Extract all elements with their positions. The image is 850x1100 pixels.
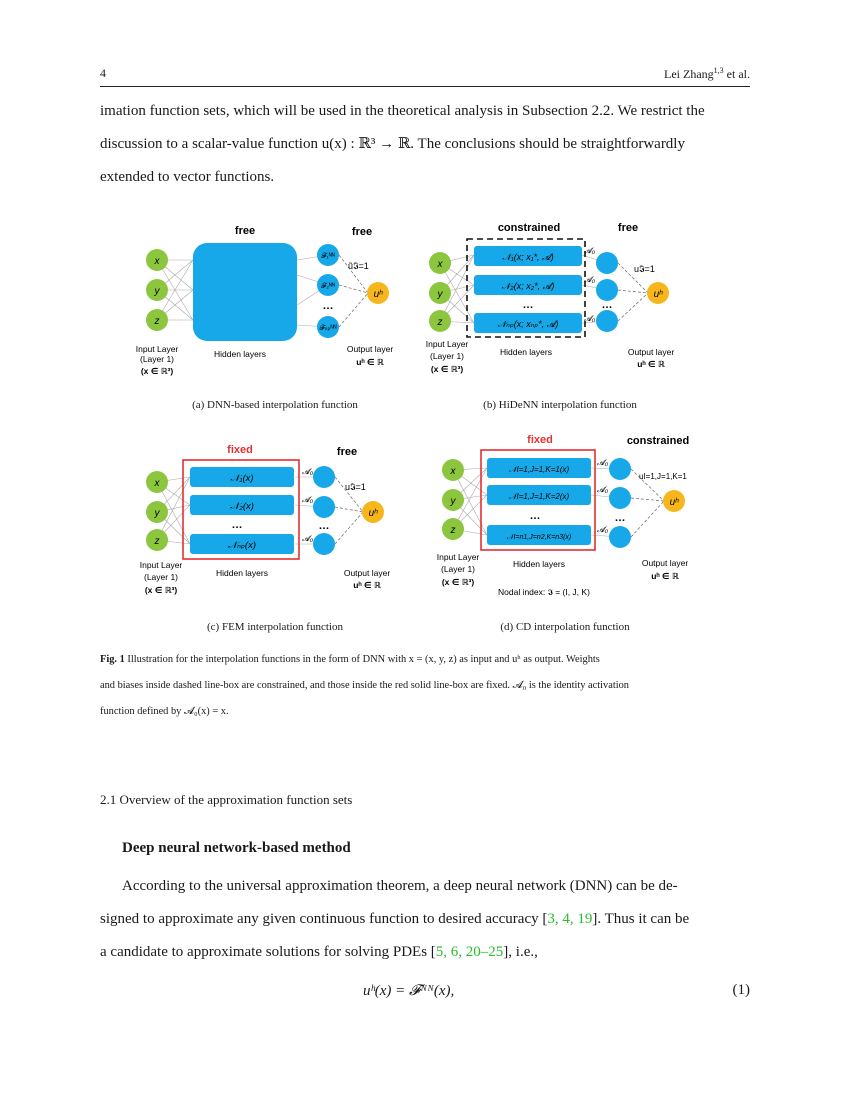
author-suffix: et al. [723,67,750,81]
activation-label: 𝓐₀ [302,534,314,543]
activation-label: 𝓐₀ [302,467,314,476]
input-layer-label: Input Layer [139,560,183,570]
output-neuron [609,487,631,509]
caption-line: and biases inside dashed line-box are constrained, and those inside the red solid line-box are fixed. 𝓐₀ is the identity activation [100,680,630,691]
output-layer-label: Output layer [343,568,391,578]
weight-label: uI=1,J=1,K=1 [639,472,687,481]
text-span: signed to approximate any given continuous function to desired accuracy [ [100,911,548,927]
author-name: Lei Zhang [664,67,714,81]
output-layer-label: uʰ ∈ ℝ [637,359,665,369]
shape-function-label: 𝒩I=1,J=1,K=2(x) [508,492,570,501]
activation-label: 𝓐₀ [584,246,596,255]
output-layer-label: uʰ ∈ ℝ [356,357,384,367]
weight-label: u𝕴=1 [345,482,366,492]
shape-function-label: 𝒩I=n1,J=n2,K=n3(x) [506,534,572,541]
output-neuron [596,252,618,274]
input-symbol: y [437,289,443,300]
free-label: free [351,226,373,238]
ellipsis: … [614,512,626,524]
header-rule [100,86,750,87]
intro-line: imation function sets, which will be used in the theoretical analysis in Subsection 2.2. We restrict the [100,103,705,119]
citation-link[interactable]: 3, 4, 19 [547,911,593,927]
constrained-label: constrained [626,435,690,447]
fixed-label: fixed [227,444,253,456]
input-layer-label: (x ∈ ℝ³) [430,364,464,374]
intro-line: discussion to a scalar-value function u(x) : ℝ³ → ℝ. The conclusions should be straightforwardly [100,136,685,152]
author-superscript: 1,3 [713,66,724,75]
output-layer-label: uʰ ∈ ℝ [353,580,381,590]
caption-label: Fig. 1 [100,654,125,665]
input-layer-label: (x ∈ ℝ³) [441,577,475,587]
hidden-layers-label: Hidden layers [513,559,565,569]
output-neuron [596,279,618,301]
input-layer-label: (Layer 1) [429,351,465,361]
output-neuron [313,533,335,555]
input-symbol: y [450,496,456,507]
hidden-layers-block [193,243,297,341]
input-symbol: y [154,508,160,519]
caption-line: function defined by 𝓐₀(x) = x. [100,706,229,717]
output-layer-label: uʰ ∈ ℝ [651,571,679,581]
hidden-layers-label: Hidden layers [214,349,266,359]
output-neuron [313,496,335,518]
subcaption-a: (a) DNN-based interpolation function [192,399,358,411]
input-symbol: z [450,525,456,536]
figure-caption [100,647,750,725]
ellipsis: … [231,519,243,531]
activation-label: 𝓐₀ [584,314,596,323]
ellipsis: … [601,299,613,311]
shape-function-label: 𝒩₁(x; x₁*, 𝓐) [502,252,554,262]
free-label: free [617,222,639,234]
intro-paragraph [100,95,750,194]
figure-b [422,215,712,385]
free-label: free [234,225,256,237]
running-author [664,66,750,82]
activation-label: 𝓐₀ [302,495,314,504]
activation-label: 𝓐₀ [597,458,609,467]
activation-label: 𝓐₀ [597,525,609,534]
ellipsis: … [522,299,534,311]
citation-link[interactable]: 5, 6, 20–25 [435,944,504,960]
subcaption-c: (c) FEM interpolation function [207,621,343,633]
activation-label: 𝓐₀ [584,275,596,284]
hidden-layers-label: Hidden layers [500,347,552,357]
input-symbol: z [437,317,443,328]
fixed-label: fixed [527,434,553,446]
weight-label: ũ𝕴=1 [348,261,369,271]
output-neuron [313,466,335,488]
output-symbol: uʰ [653,289,663,300]
free-label: free [336,446,358,458]
text-span: ]. Thus it can be [592,911,690,927]
caption-text: Illustration for the interpolation functions in the form of DNN with x = (x, y, z) as input and uʰ as output. Weights [124,654,600,665]
input-symbol: x [450,466,456,477]
shape-function-label: 𝒩₁(x) [230,473,254,484]
output-neuron [609,458,631,480]
input-symbol: z [154,316,160,327]
ellipsis: … [529,510,541,522]
output-layer-label: Output layer [641,558,689,568]
section-title: 2.1 Overview of the approximation function sets [100,792,353,807]
nodal-index-label: Nodal index: 𝕴 = (I, J, K) [498,587,590,597]
shape-function-label: 𝒩₂(x; x₂*, 𝓐) [501,281,555,291]
text-span: a candidate to approximate solutions for solving PDEs [ [100,944,436,960]
subcaption-d: (d) CD interpolation function [500,621,630,633]
caption-line [100,647,750,673]
subcaption-b: (b) HiDeNN interpolation function [483,399,637,411]
input-layer-label: Input Layer [135,344,179,354]
figure-a [125,215,425,385]
input-symbol: x [154,478,160,489]
figure-c [125,437,425,602]
output-symbol: uʰ [368,508,378,519]
input-symbol: x [154,256,160,267]
neuron-label: 𝓕ₙₚᴺᴺ [319,325,337,332]
shape-function-label: 𝒩I=1,J=1,K=1(x) [508,465,570,474]
equation-text: uʰ(x) = 𝓕ᴺᴺ(x), [363,983,455,999]
input-layer-label: Input Layer [436,552,480,562]
hidden-layers-label: Hidden layers [216,568,268,578]
equation-number: (1) [732,982,750,998]
figure-d [425,428,715,603]
input-layer-label: (Layer 1) [139,354,175,364]
input-layer-label: Input Layer [425,339,469,349]
text-span: ], i.e., [503,944,538,960]
shape-function-label: 𝒩ₙₚ(x) [227,540,257,551]
input-symbol: z [154,536,160,547]
ellipsis: … [322,300,334,312]
neuron-label: 𝓕₁ᴺᴺ [321,253,335,260]
paragraph-line [100,936,750,969]
output-layer-label: Output layer [346,344,394,354]
dnn-paragraph [100,870,750,969]
intro-line: extended to vector functions. [100,169,275,185]
page-number: 4 [100,66,106,80]
output-neuron [609,526,631,548]
input-layer-label: (x ∈ ℝ³) [140,366,174,376]
weight-label: u𝕴=1 [634,264,655,274]
constrained-label: constrained [497,222,561,234]
activation-label: 𝓐₀ [597,485,609,494]
ellipsis: … [318,520,330,532]
neuron-label: 𝓕₂ᴺᴺ [321,283,335,290]
paragraph-line [100,903,750,936]
input-symbol: x [437,259,443,270]
output-symbol: uʰ [669,497,679,508]
output-neuron [596,310,618,332]
paragraph-line: According to the universal approximation theorem, a deep neural network (DNN) can be de- [122,878,678,894]
input-layer-label: (x ∈ ℝ³) [144,585,178,595]
paragraph-heading: Deep neural network-based method [122,840,351,856]
output-layer-label: Output layer [627,347,675,357]
input-layer-label: (Layer 1) [440,564,476,574]
input-layer-label: (Layer 1) [143,572,179,582]
shape-function-label: 𝒩ₙₚ(x; xₙₚ*, 𝓐) [497,319,559,329]
output-symbol: uʰ [373,289,383,300]
input-symbol: y [154,286,160,297]
shape-function-label: 𝒩₂(x) [230,501,254,512]
